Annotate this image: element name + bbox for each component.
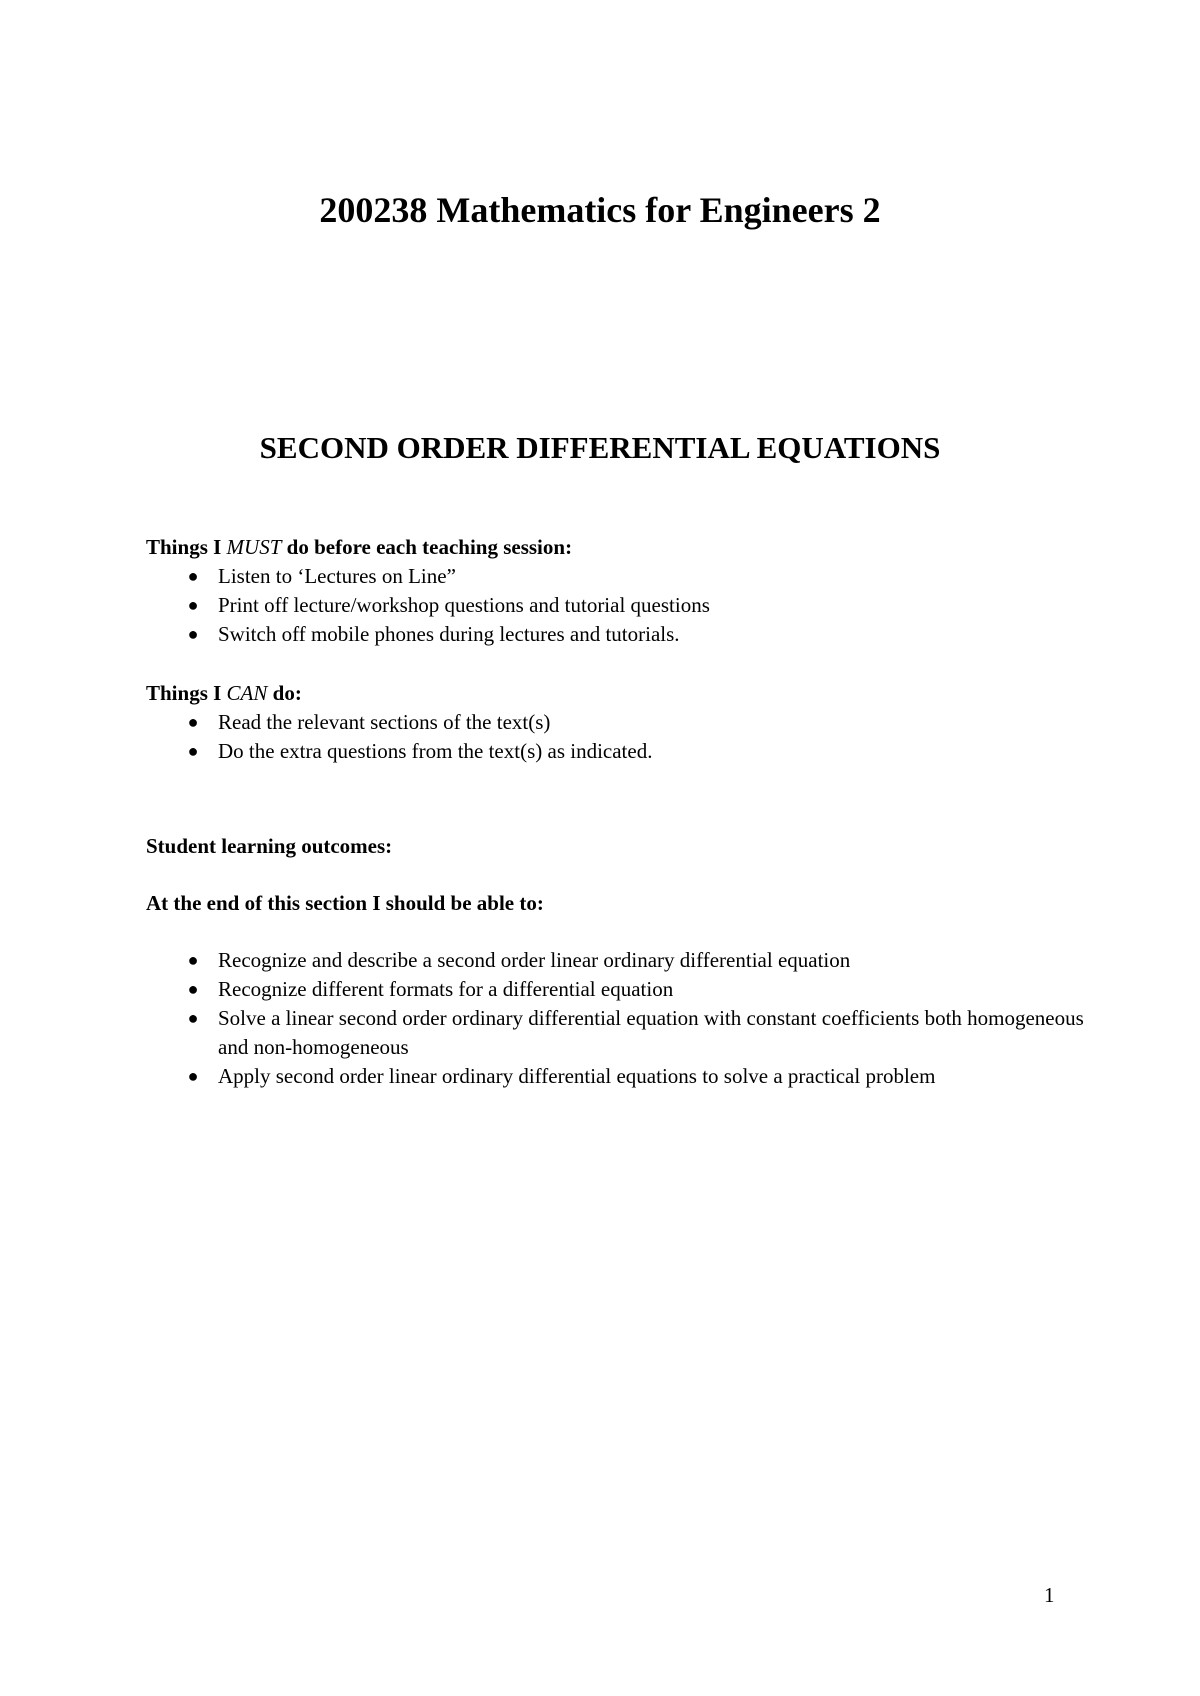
list-item-text: Do the extra questions from the text(s) as indicated. [218, 739, 653, 763]
bullet-icon: ● [187, 1008, 199, 1028]
list-item-text: Print off lecture/workshop questions and tutorial questions [218, 593, 710, 617]
list-item-text: Recognize different formats for a differential equation [218, 977, 674, 1001]
can-do-section [146, 679, 1086, 766]
page-number: 1 [1044, 1583, 1055, 1607]
list-item [146, 1062, 1086, 1091]
outcomes-subheading: At the end of this section I should be able to: [146, 891, 544, 915]
must-do-list [146, 562, 1086, 649]
list-item [146, 975, 1086, 1004]
can-do-heading-suffix: do: [267, 681, 302, 705]
outcomes-list [146, 946, 1086, 1091]
can-do-heading-emphasis: CAN [226, 681, 268, 705]
list-item-text: Switch off mobile phones during lectures and tutorials. [218, 622, 680, 646]
must-do-heading-prefix: Things I [146, 535, 227, 559]
list-item [146, 946, 1086, 975]
must-do-heading [146, 533, 1086, 562]
can-do-heading-prefix: Things I [146, 681, 227, 705]
bullet-icon: ● [187, 624, 199, 644]
bullet-icon: ● [187, 1066, 199, 1086]
document-title: 200238 Mathematics for Engineers 2 [319, 190, 881, 230]
list-item-text: Solve a linear second order ordinary differential equation with constant coefficients both homogeneous and non-homogeneous [218, 1006, 1084, 1059]
list-item-text: Apply second order linear ordinary differential equations to solve a practical problem [218, 1064, 936, 1088]
outcomes-heading: Student learning outcomes: [146, 834, 393, 858]
bullet-icon: ● [187, 950, 199, 970]
must-do-heading-emphasis: MUST [226, 535, 282, 559]
list-item [146, 1004, 1086, 1062]
must-do-section [146, 533, 1086, 649]
list-item [146, 708, 1086, 737]
bullet-icon: ● [187, 566, 199, 586]
list-item [146, 562, 1086, 591]
list-item-text: Recognize and describe a second order linear ordinary differential equation [218, 948, 851, 972]
section-title: SECOND ORDER DIFFERENTIAL EQUATIONS [259, 430, 941, 465]
bullet-icon: ● [187, 979, 199, 999]
list-item-text: Read the relevant sections of the text(s) [218, 710, 551, 734]
bullet-icon: ● [187, 712, 199, 732]
list-item [146, 620, 1086, 649]
list-item [146, 737, 1086, 766]
bullet-icon: ● [187, 741, 199, 761]
list-item-text: Listen to ‘Lectures on Line” [218, 564, 456, 588]
outcomes-section [146, 832, 1086, 1091]
list-item [146, 591, 1086, 620]
can-do-list [146, 708, 1086, 766]
must-do-heading-suffix: do before each teaching session: [281, 535, 573, 559]
bullet-icon: ● [187, 595, 199, 615]
can-do-heading [146, 679, 1086, 708]
